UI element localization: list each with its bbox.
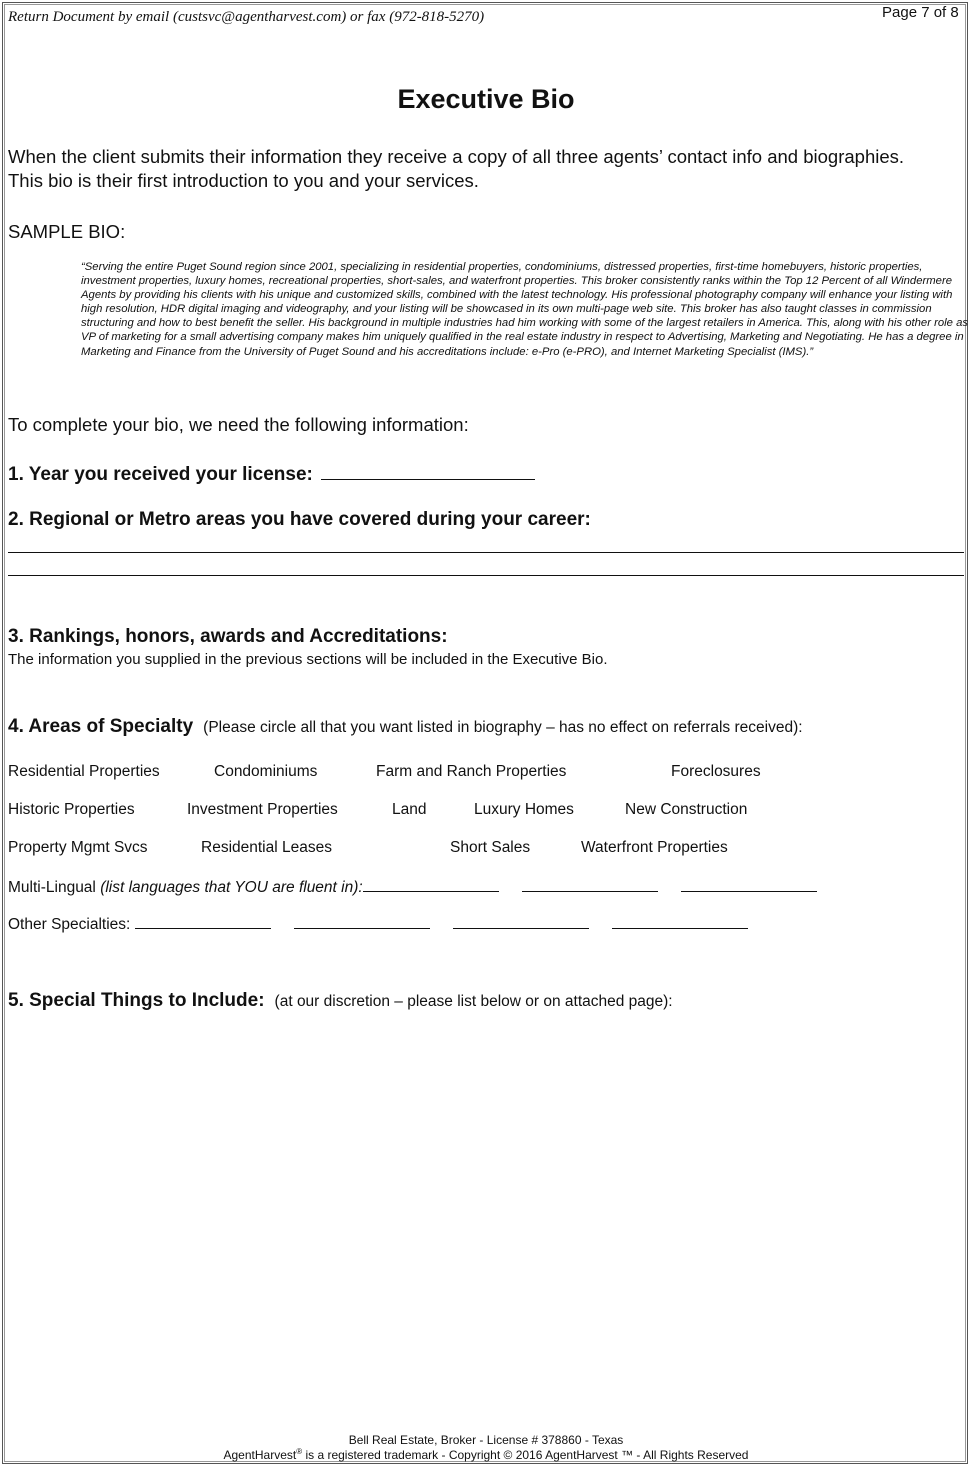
specialty-waterfront[interactable]: Waterfront Properties (581, 839, 728, 856)
specialty-luxury-homes[interactable]: Luxury Homes (474, 801, 574, 818)
language-field-3[interactable] (681, 877, 817, 892)
other-specialties-row (8, 914, 748, 934)
specialty-foreclosures[interactable]: Foreclosures (671, 763, 761, 780)
multilingual-row (8, 877, 817, 897)
other-specialty-field-2[interactable] (294, 914, 430, 929)
specialty-residential-leases[interactable]: Residential Leases (201, 839, 332, 856)
footer-brand: AgentHarvest (223, 1448, 297, 1462)
question-license-year-label: 1. Year you received your license: (8, 464, 313, 485)
other-specialty-field-1[interactable] (135, 914, 271, 929)
question-specialty-label: 4. Areas of Specialty (8, 716, 194, 737)
question-special-things (8, 990, 673, 1012)
page-title: Executive Bio (397, 84, 575, 114)
question-rankings: 3. Rankings, honors, awards and Accreditations: (8, 626, 448, 647)
specialty-land[interactable]: Land (392, 801, 427, 818)
specialty-new-construction[interactable]: New Construction (625, 801, 748, 818)
question-specialty (8, 716, 803, 738)
multilingual-note: (list languages that YOU are fluent in): (100, 879, 363, 896)
footer-copyright (0, 1447, 972, 1462)
regional-areas-line-2[interactable] (8, 575, 964, 576)
specialty-farm-ranch[interactable]: Farm and Ranch Properties (376, 763, 567, 780)
rankings-note: The information you supplied in the previous sections will be included in the Executive Bio. (8, 651, 608, 668)
language-field-1[interactable] (363, 877, 499, 892)
specialty-note: (Please circle all that you want listed in biography – has no effect on referrals received): (203, 719, 803, 736)
multilingual-label: Multi-Lingual (8, 879, 96, 896)
specialty-historic-properties[interactable]: Historic Properties (8, 801, 135, 818)
sample-bio-text: “Serving the entire Puget Sound region since 2001, specializing in residential properties, condominiums, distressed properties, first-time homebuyers, historic properties, investment properties, luxury homes, recreational properties, short-sales, and waterfront properties. This broker consistently ranks within the Top 12 Percent of all Windermere Agents by providing his clients with his unique and customized skills, combined with the latest technology. His professional photography company will enhance your listing with high resolution, HDR digital imaging and videography, and your listing will be showcased in its own multi-page web site. This broker has also taught classes in commission structuring and how to best benefit the seller. His background in multiple industries had him working with some of the largest retailers in America. This, along with his other role as VP of marketing for a small advertising company makes him uniquely qualified in the real estate industry in respect to Advertising, Marketing and Negotiating. He has a degree in Marketing and Finance from the University of Puget Sound and his accreditations include: e-Pro (e-PRO), and Internet Marketing Specialist (IMS).” (81, 261, 969, 358)
intro-paragraph: When the client submits their information they receive a copy of all three agents’ contact info and biographies. This bio is their first introduction to you and your services. (8, 146, 905, 191)
other-specialty-field-3[interactable] (453, 914, 589, 929)
specialty-property-mgmt[interactable]: Property Mgmt Svcs (8, 839, 148, 856)
specialty-short-sales[interactable]: Short Sales (450, 839, 531, 856)
question-regional-areas: 2. Regional or Metro areas you have covered during your career: (8, 509, 591, 530)
language-field-2[interactable] (522, 877, 658, 892)
sample-bio-label: SAMPLE BIO: (8, 221, 126, 242)
regional-areas-line-1[interactable] (8, 552, 964, 553)
registered-mark: ® (296, 1447, 303, 1456)
page-number: Page 7 of 8 (882, 4, 959, 21)
return-note: Return Document by email (custsvc@agentharvest.com) or fax (972-818-5270) (8, 9, 485, 25)
special-things-note: (at our discretion – please list below or on attached page): (274, 993, 673, 1010)
footer-copyright-text: is a registered trademark - Copyright © 2016 AgentHarvest ™ - All Rights Reserved (302, 1448, 749, 1462)
specialty-investment-properties[interactable]: Investment Properties (187, 801, 338, 818)
footer-license: Bell Real Estate, Broker - License # 378860 - Texas (348, 1433, 624, 1447)
other-specialty-field-4[interactable] (612, 914, 748, 929)
other-specialties-label: Other Specialties: (8, 916, 131, 933)
license-year-field[interactable] (321, 461, 535, 480)
question-special-things-label: 5. Special Things to Include: (8, 990, 265, 1011)
question-license-year (8, 461, 535, 486)
need-info-text: To complete your bio, we need the following information: (8, 414, 469, 435)
specialty-residential-properties[interactable]: Residential Properties (8, 763, 160, 780)
specialty-condominiums[interactable]: Condominiums (214, 763, 318, 780)
